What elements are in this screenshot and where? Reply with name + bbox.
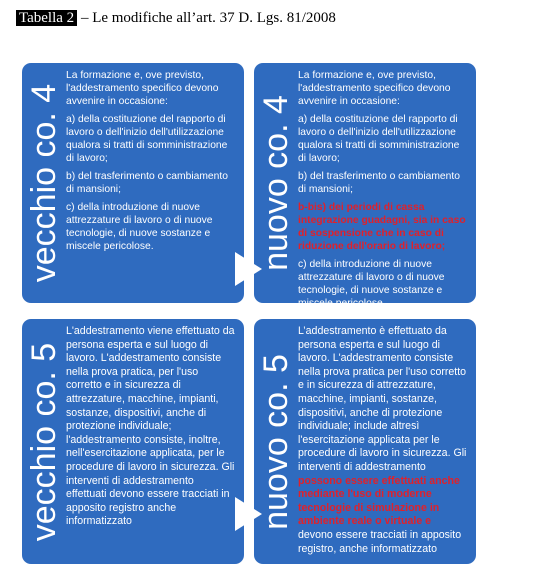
item-b-bis-highlight: b-bis) dei periodi di cassa integrazione guadagni, sia in caso di sospensione che in caso di riduzione dell'orario di lavoro;: [298, 202, 466, 252]
arrow-right-icon: [235, 252, 262, 286]
card-vertical-label: [22, 319, 66, 564]
highlight-text: possono essere effettuati anche mediante l'uso di moderne tecnologie di simulazione in ambiente reale o virtuale e: [298, 474, 460, 528]
intro-text: La formazione e, ove previsto, l'addestramento specifico devono avvenire in occasione:: [298, 70, 451, 107]
body-text-part-1: L’addestramento è effettuato da persona esperta e sul luogo di lavoro. L'addestramento consiste nella prova pratica per l'uso corretto e in sicurezza di attrezzature, macchine, impianti, sostanze, dispositivi, anche di protezione individuale; include altresì l'esercitazione applicata per le procedure di lavoro in sicurezza. Gli interventi di addestramento: [298, 325, 467, 473]
table-caption: [16, 10, 336, 27]
item-c: c) della introduzione di nuove attrezzature di lavoro o di nuove tecnologie, di nuove sostanze e miscele pericolose.: [298, 259, 445, 309]
card-old-comma-5: [22, 319, 244, 564]
arrow-right-icon: [235, 497, 262, 531]
label-new-comma-4: nuovo co. 4: [257, 95, 295, 271]
body-text: L'addestramento viene effettuato da persona esperta e sul luogo di lavoro. L'addestramento consiste nella prova pratica, per l'uso corretto e in sicurezza di attrezzature, macchine, impianti, sostanze, dispositivi, anche di protezione individuale; l'addestramento consiste, inoltre, nell'esercitazione applicata, per le procedure di lavoro in sicurezza. Gli interventi di addestramento effettuati devono essere tracciati in apposito registro anche informatizzato: [66, 325, 235, 528]
item-b: b) del trasferimento o cambiamento di mansioni;: [298, 171, 460, 195]
card-body: [66, 69, 236, 299]
item-a: a) della costituzione del rapporto di lavoro o dell'inizio dell'utilizzazione qualora si tratti di somministrazione di lavoro;: [66, 114, 228, 164]
item-c: c) della introduzione di nuove attrezzature di lavoro o di nuove tecnologie, di nuove sostanze e miscele pericolose.: [66, 202, 213, 252]
card-new-comma-5: [254, 319, 476, 564]
card-body: [298, 325, 468, 560]
item-a: a) della costituzione del rapporto di lavoro o dell'inizio dell'utilizzazione qualora si tratti di somministrazione di lavoro;: [298, 114, 460, 164]
caption-title: – Le modifiche all’art. 37 D. Lgs. 81/2008: [77, 10, 336, 26]
card-old-comma-4: [22, 63, 244, 303]
caption-tag: Tabella 2: [16, 10, 77, 26]
card-vertical-label: [22, 63, 66, 303]
label-new-comma-5: nuovo co. 5: [257, 353, 295, 530]
card-new-comma-4: [254, 63, 476, 309]
label-old-comma-5: vecchio co. 5: [25, 342, 63, 541]
item-b: b) del trasferimento o cambiamento di mansioni;: [66, 171, 228, 195]
body-text-part-2: devono essere tracciati in apposito registro, anche informatizzato: [298, 528, 462, 555]
card-body: [298, 69, 468, 309]
body-text: [298, 325, 468, 556]
card-body: [66, 325, 236, 560]
intro-text: La formazione e, ove previsto, l'addestramento specifico devono avvenire in occasione:: [66, 70, 219, 107]
label-old-comma-4: vecchio co. 4: [25, 83, 63, 283]
